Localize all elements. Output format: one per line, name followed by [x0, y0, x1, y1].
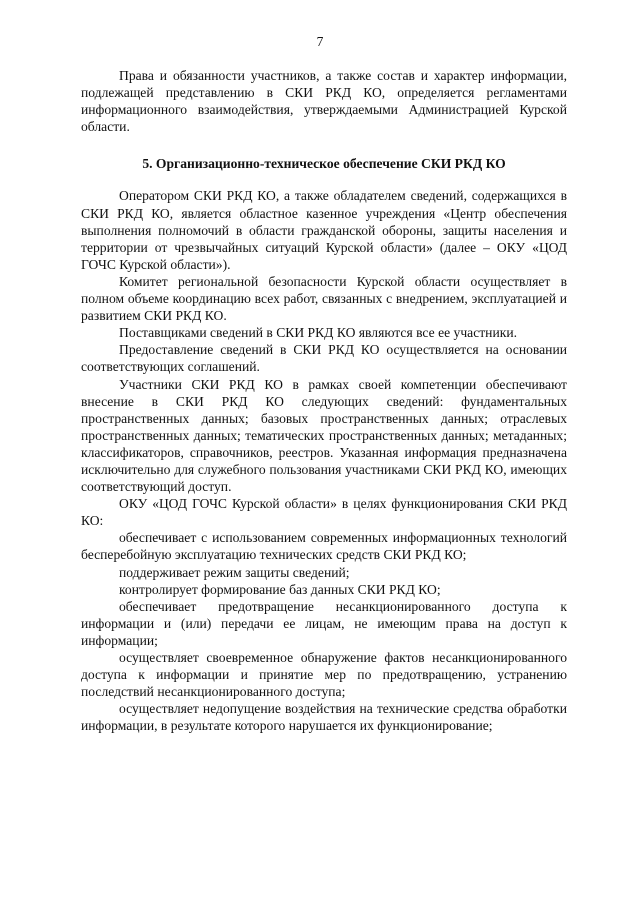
list-item-prevent-access: обеспечивает предотвращение несанкционированного доступа к информации и (или) передачи ее лицам, не имеющим права на доступ к информации; [81, 598, 567, 648]
intro-paragraph: Права и обязанности участников, а также состав и характер информации, подлежащей представлению в СКИ РКД КО, определяется регламентами информационного взаимодействия, утверждаемыми Администрацией Курской области. [81, 68, 567, 135]
paragraph-participants-data: Участники СКИ РКД КО в рамках своей компетенции обеспечивают внесение в СКИ РКД КО следующих сведений: фундаментальных пространственных данных; базовых пространственных данных; отраслевых пространственных данных; тематических пространственных данных; метаданных; классификаторов, справочников, реестров. Указанная информация предназначена исключительно для служебного пользования участниками СКИ РКД КО, имеющих соответствующий доступ. [81, 376, 567, 495]
paragraph-agreements: Предоставление сведений в СКИ РКД КО осуществляется на основании соответствующих соглашений. [81, 342, 567, 375]
list-item-database-control: контролирует формирование баз данных СКИ РКД КО; [119, 581, 441, 597]
list-item-protection-mode: поддерживает режим защиты сведений; [119, 564, 350, 580]
page-content [81, 67, 567, 734]
list-item-detection: осуществляет своевременное обнаружение фактов несанкционированного доступа к информации и принятие мер по предотвращению, устранению последствий несанкционированного доступа; [81, 650, 567, 700]
list-item-operation: обеспечивает с использованием современных информационных технологий бесперебойную эксплуатацию технических средств СКИ РКД КО; [81, 530, 567, 563]
spacer [81, 135, 567, 155]
paragraph-oku-functions: ОКУ «ЦОД ГОЧС Курской области» в целях функционирования СКИ РКД КО: [81, 496, 567, 529]
spacer [81, 172, 567, 187]
section-heading: 5. Организационно-техническое обеспечение СКИ РКД КО [142, 156, 506, 172]
list-item-no-impact: осуществляет недопущение воздействия на технические средства обработки информации, в результате которого нарушается их функционирование; [81, 701, 567, 734]
paragraph-suppliers: Поставщиками сведений в СКИ РКД КО являются все ее участники. [119, 325, 518, 341]
paragraph-operator: Оператором СКИ РКД КО, а также обладателем сведений, содержащихся в СКИ РКД КО, является областное казенное учреждения «Центр обеспечения выполнения полномочий в области гражданской обороны, защиты населения и территории от чрезвычайных ситуаций Курской области» (далее – ОКУ «ЦОД ГОЧС Курской области»). [81, 188, 567, 272]
paragraph-committee: Комитет региональной безопасности Курской области осуществляет в полном объеме координацию всех работ, связанных с внедрением, эксплуатацией и развитием СКИ РКД КО. [81, 273, 567, 324]
page-number: 7 [316, 34, 324, 49]
